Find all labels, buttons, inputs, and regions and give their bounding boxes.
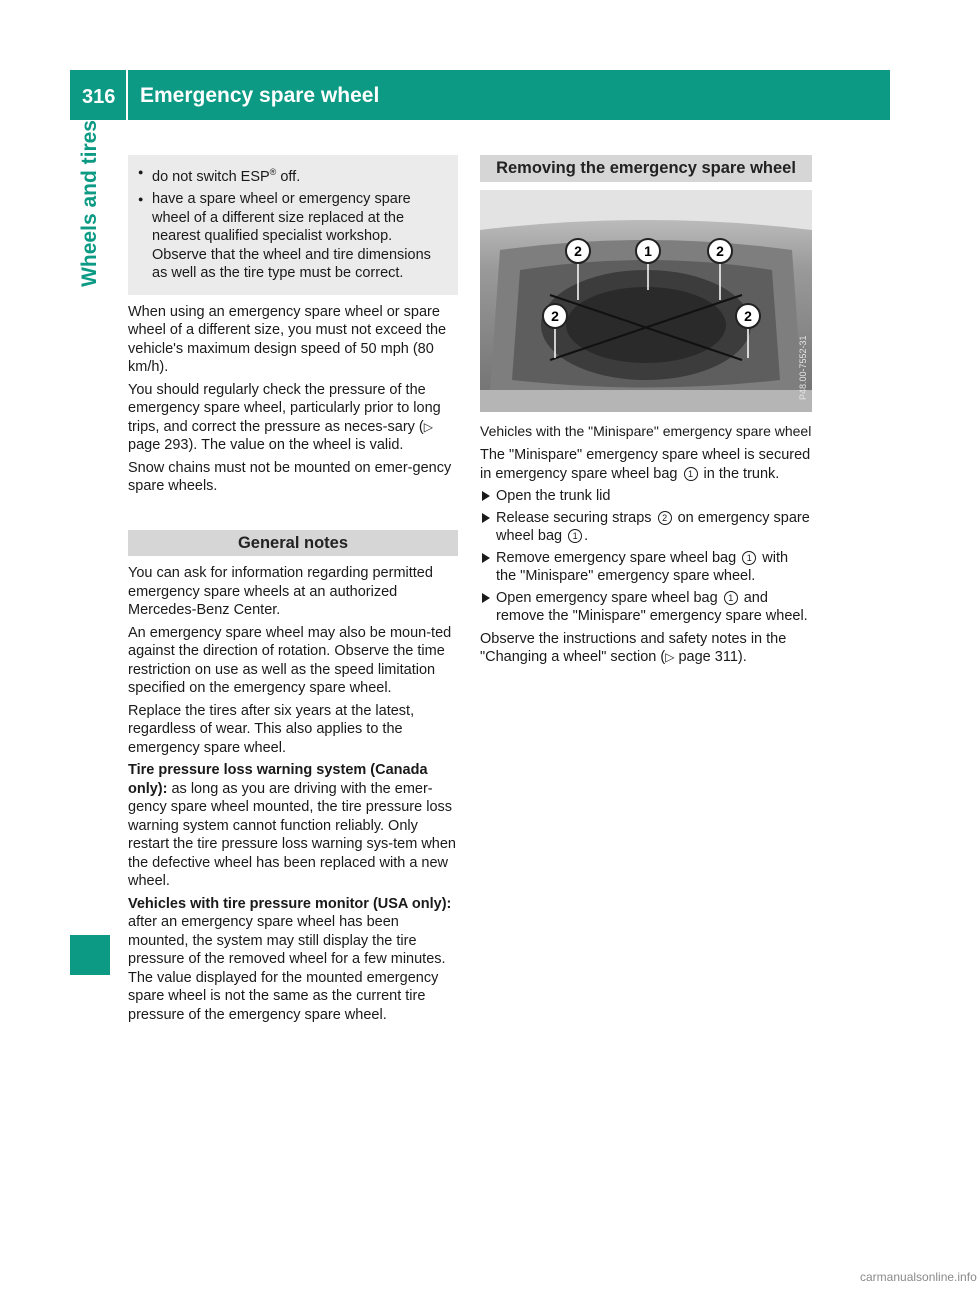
callout-ref: 1	[724, 591, 738, 605]
svg-text:2: 2	[551, 307, 559, 324]
step-text: with the "Minispare" emergency spare wheel.	[496, 549, 789, 584]
text: Observe the instructions and safety notes in the "Changing a wheel" section (	[480, 630, 787, 665]
step-text: Remove emergency spare wheel bag	[496, 549, 741, 566]
paragraph: Snow chains must not be mounted on emer-gency spare wheels.	[128, 459, 452, 495]
notice-box	[128, 155, 458, 295]
callout-2	[708, 239, 732, 263]
watermark: carmanualsonline.info	[860, 1270, 977, 1284]
side-tab	[70, 120, 110, 910]
side-tab-label: Wheels and tires	[78, 120, 101, 287]
trunk-photo	[480, 190, 812, 412]
text: in the trunk.	[699, 465, 780, 482]
header-divider	[126, 70, 128, 120]
paragraph	[480, 446, 812, 483]
bullet-text: do not switch ESP	[152, 168, 270, 185]
section-heading: General notes	[128, 530, 458, 557]
callout-2	[543, 304, 567, 328]
paragraph: You can ask for information regarding permitted emergency spare wheels at an authorized Mercedes-Benz Center.	[128, 565, 433, 619]
callout-ref: 1	[742, 551, 756, 565]
callout-ref: 1	[684, 467, 698, 481]
callout-1	[636, 239, 660, 263]
step-text: Release securing straps	[496, 509, 656, 526]
svg-text:2: 2	[574, 242, 582, 259]
text: after an emergency spare wheel has been mounted, the system may still display the tire pressure of the removed wheel for a few minutes. The value displayed for the mounted emergency spare wheel is not the same as the current tire pressure of the emergency spare wheel.	[128, 914, 446, 1023]
step-item	[480, 549, 812, 586]
page-ref-arrow-icon: ▷	[665, 650, 675, 664]
callout-ref: 1	[568, 529, 582, 543]
side-tab-marker	[70, 935, 110, 975]
step-item	[480, 589, 812, 626]
left-column	[128, 155, 458, 1028]
trunk-illustration	[480, 190, 812, 412]
page-number: 316	[82, 86, 116, 108]
header-bar	[70, 70, 890, 120]
bold-lead: Tire pressure loss warning system (Canada only):	[128, 762, 428, 797]
step-text: Open emergency spare wheel bag	[496, 589, 722, 606]
paragraph	[128, 761, 458, 891]
image-code: P48.00-7552-31	[798, 334, 808, 400]
registered-mark: ®	[269, 167, 277, 177]
svg-text:1: 1	[644, 242, 652, 259]
callout-ref: 2	[658, 511, 672, 525]
paragraph: When using an emergency spare wheel or spare wheel of a different size, you must not exceed the vehicle's maximum design speed of 50 mph (80 km/h).	[128, 303, 447, 376]
text: You should regularly check the pressure of the emergency spare wheel, particularly prior to long trips, and correct the pressure as neces-sary (	[128, 381, 441, 435]
figure-caption: Vehicles with the "Minispare" emergency spare wheel	[480, 422, 812, 439]
paragraph	[128, 895, 458, 1025]
bullet-item	[136, 163, 450, 186]
step-text: and remove the "Minispare" emergency spare wheel.	[496, 589, 808, 624]
paragraph	[128, 381, 458, 455]
bullet-text: have a spare wheel or emergency spare wheel of a different size replaced at the nearest qualified specialist workshop. Observe that the wheel and tire dimensions as well as the tire type must be correct.	[152, 191, 431, 282]
callout-2	[566, 239, 590, 263]
bullet-item	[136, 190, 450, 283]
page-ref-link[interactable]: page 311).	[674, 649, 747, 665]
paragraph	[480, 630, 812, 667]
section-heading: Removing the emergency spare wheel	[480, 155, 812, 182]
step-text: Open the trunk lid	[496, 488, 611, 504]
svg-text:2: 2	[744, 307, 752, 324]
bullet-text: off.	[276, 168, 301, 185]
paragraph: An emergency spare wheel may also be moun-ted against the direction of rotation. Observe the time restriction on use as well as the speed limitation specified on the emergency spare wheel.	[128, 624, 452, 697]
step-text: on emergency spare wheel bag	[496, 509, 810, 544]
svg-text:2: 2	[716, 242, 724, 259]
right-column	[480, 155, 812, 671]
page-title: Emergency spare wheel	[140, 84, 380, 107]
text: as long as you are driving with the emer-gency spare wheel mounted, the tire pressure loss warning system cannot function reliably. Only restart the tire pressure loss warning sys-tem when the defective wheel has been replaced with a new wheel.	[128, 780, 456, 890]
bold-lead: Vehicles with tire pressure monitor (USA only):	[128, 895, 452, 912]
callout-2	[736, 304, 760, 328]
step-item	[480, 487, 812, 506]
page-ref-arrow-icon: ▷	[423, 419, 433, 434]
paragraph: Replace the tires after six years at the latest, regardless of wear. This also applies to the emergency spare wheel.	[128, 702, 415, 756]
text: The "Minispare" emergency spare wheel is secured in emergency spare wheel bag	[480, 447, 811, 482]
step-text: .	[584, 528, 589, 544]
page-ref-link[interactable]: page 293). The value on the wheel is valid.	[128, 437, 404, 454]
step-item	[480, 509, 812, 546]
